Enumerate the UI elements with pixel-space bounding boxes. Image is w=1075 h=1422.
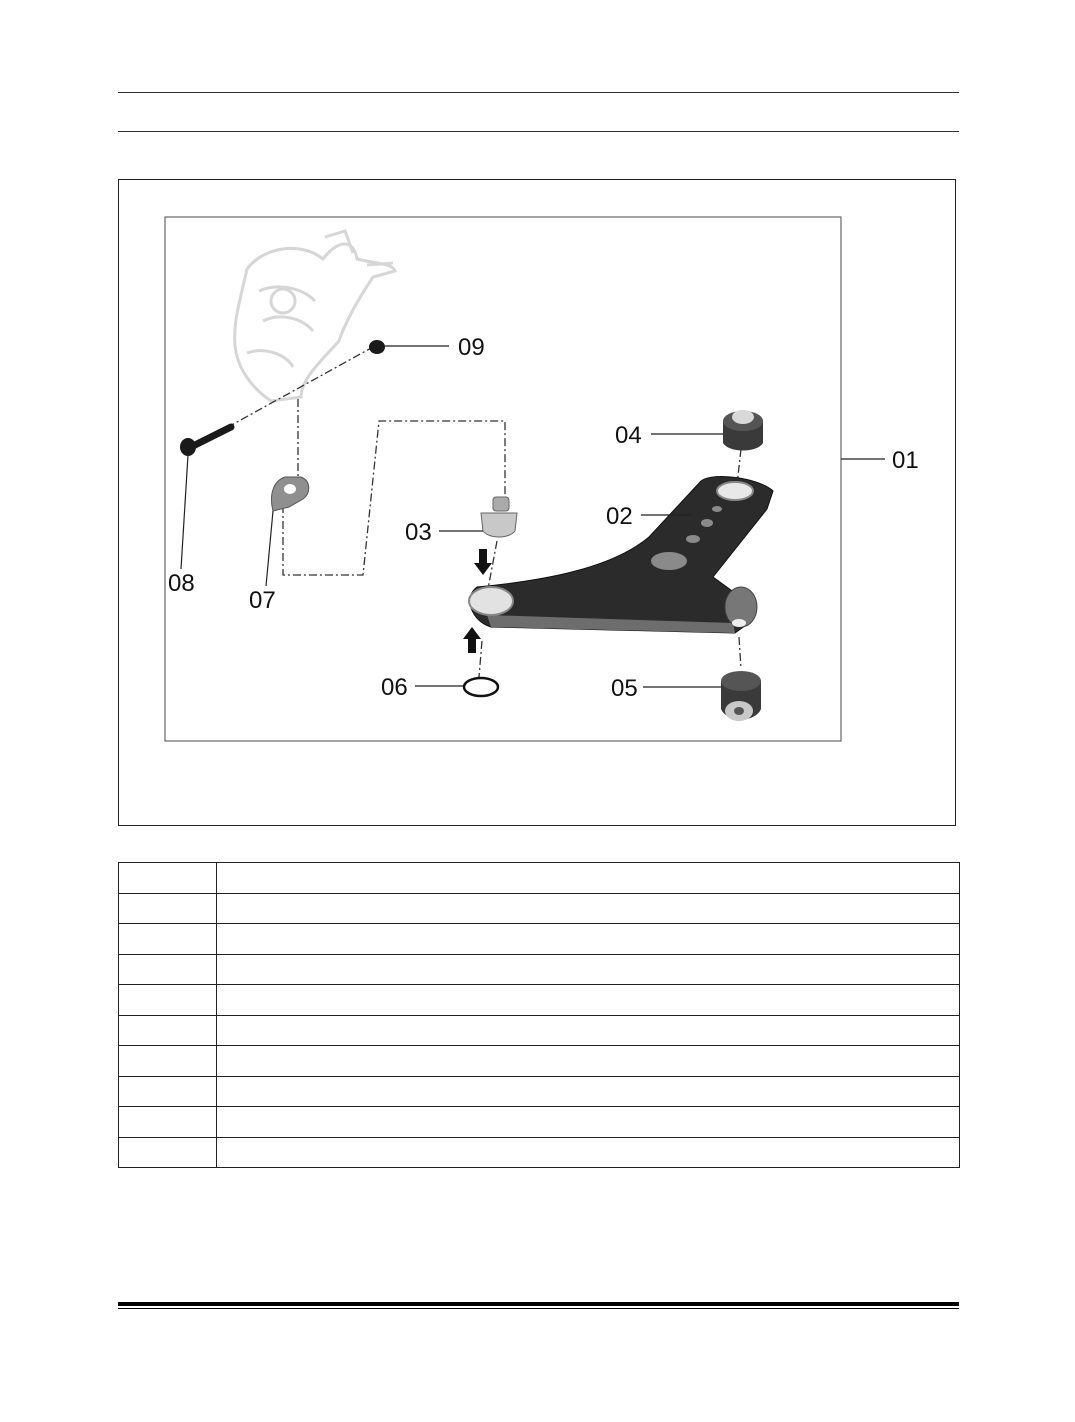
- callout-06: 06: [381, 674, 408, 701]
- callout-04: 04: [615, 422, 642, 449]
- part-name-cell: [217, 893, 960, 924]
- part-name-cell: [217, 954, 960, 985]
- part-number-cell: [119, 893, 217, 924]
- table-row: [119, 863, 960, 894]
- callout-08: 08: [168, 570, 195, 597]
- callout-05: 05: [611, 675, 638, 702]
- part-number-cell: [119, 924, 217, 955]
- part-number-cell: [119, 1107, 217, 1138]
- part-number-cell: [119, 954, 217, 985]
- nut-09: [369, 340, 385, 354]
- part-name-cell: [217, 1107, 960, 1138]
- callout-01: 01: [892, 447, 919, 474]
- parts-list-table: [118, 862, 960, 1168]
- table-row: [119, 1015, 960, 1046]
- header-rule-top: [118, 92, 959, 93]
- table-row: [119, 1076, 960, 1107]
- exploded-view-diagram: [119, 180, 955, 825]
- table-row: [119, 893, 960, 924]
- table-row: [119, 924, 960, 955]
- exploded-view-figure: [118, 179, 956, 826]
- part-number-cell: [119, 1015, 217, 1046]
- part-number-cell: [119, 1076, 217, 1107]
- footer-rule-thick: [118, 1302, 959, 1306]
- callout-09: 09: [458, 334, 485, 361]
- footer-rule-thin: [118, 1308, 959, 1309]
- callout-03: 03: [405, 519, 432, 546]
- table-row: [119, 954, 960, 985]
- callout-02: 02: [606, 503, 633, 530]
- table-row: [119, 1107, 960, 1138]
- bushing-04: [723, 410, 763, 451]
- table-row: [119, 1046, 960, 1077]
- part-name-cell: [217, 1015, 960, 1046]
- table-row: [119, 985, 960, 1016]
- part-number-cell: [119, 985, 217, 1016]
- part-name-cell: [217, 1137, 960, 1168]
- part-number-cell: [119, 1046, 217, 1077]
- callout-07: 07: [249, 587, 276, 614]
- bushing-05: [721, 671, 761, 721]
- part-name-cell: [217, 985, 960, 1016]
- part-name-cell: [217, 1076, 960, 1107]
- part-number-cell: [119, 863, 217, 894]
- part-name-cell: [217, 863, 960, 894]
- table-row: [119, 1137, 960, 1168]
- part-number-cell: [119, 1137, 217, 1168]
- part-name-cell: [217, 924, 960, 955]
- part-name-cell: [217, 1046, 960, 1077]
- header-rule-bottom: [118, 131, 959, 132]
